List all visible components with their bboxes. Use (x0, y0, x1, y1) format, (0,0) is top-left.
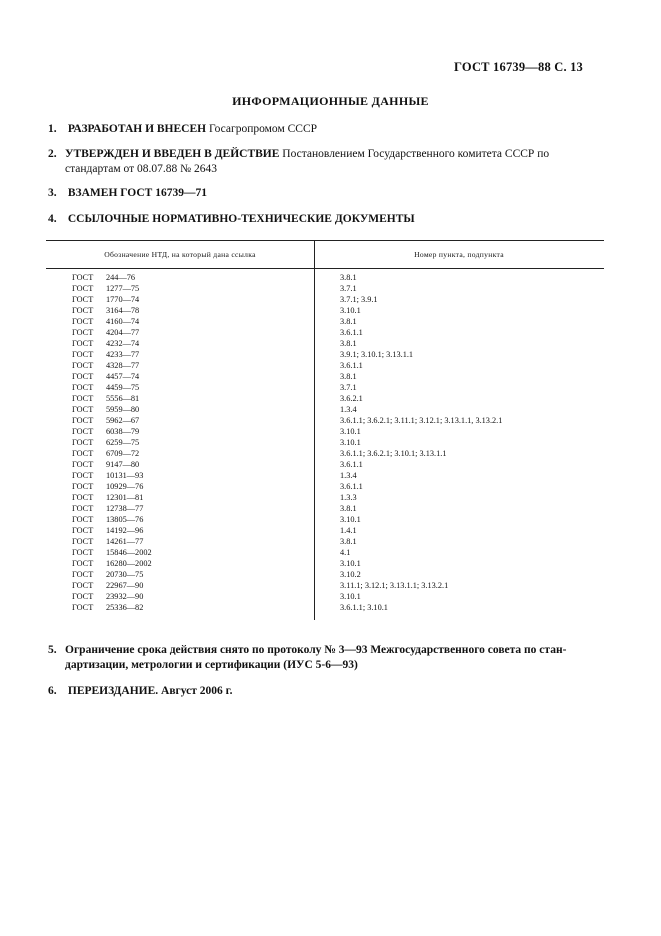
gost-number: 3164—78 (106, 306, 140, 315)
clause-references: 4.1 (340, 548, 351, 557)
gost-number: 15846—2002 (106, 548, 152, 557)
gost-number: 4204—77 (106, 328, 140, 337)
item-bold-text: ВЗАМЕН ГОСТ 16739—71 (67, 187, 207, 199)
gost-number: 4459—75 (106, 383, 140, 392)
info-item-3 (48, 186, 588, 201)
table-row (46, 437, 604, 448)
table-row (46, 470, 604, 481)
gost-prefix: ГОСТ (72, 427, 94, 436)
gost-number: 10131—93 (106, 471, 144, 480)
item-number: 4. (48, 213, 57, 225)
item-number: 6. (48, 685, 57, 697)
table-row (46, 393, 604, 404)
clause-references: 1.3.3 (340, 493, 357, 502)
gost-number: 5556—81 (106, 394, 140, 403)
info-item-4 (48, 212, 588, 227)
table-row (46, 602, 604, 613)
table-body (46, 272, 604, 613)
gost-number: 6709—72 (106, 449, 140, 458)
gost-prefix: ГОСТ (72, 306, 94, 315)
gost-prefix: ГОСТ (72, 548, 94, 557)
gost-prefix: ГОСТ (72, 361, 94, 370)
clause-references: 1.3.4 (340, 471, 357, 480)
table-row (46, 338, 604, 349)
item-bold-text: УТВЕРЖДЕН И ВВЕДЕН В ДЕЙСТВИЕ (65, 148, 280, 160)
gost-number: 4232—74 (106, 339, 140, 348)
gost-number: 25336—82 (106, 603, 144, 612)
gost-prefix: ГОСТ (72, 537, 94, 546)
gost-prefix: ГОСТ (72, 471, 94, 480)
table-row (46, 591, 604, 602)
table-row (46, 349, 604, 360)
clause-references: 3.9.1; 3.10.1; 3.13.1.1 (340, 350, 414, 359)
item-text: Госагропромом СССР (208, 123, 318, 135)
gost-prefix: ГОСТ (72, 273, 94, 282)
table-row (46, 371, 604, 382)
gost-number: 12301—81 (106, 493, 144, 502)
info-item-5 (48, 643, 588, 673)
gost-prefix: ГОСТ (72, 570, 94, 579)
clause-references: 3.6.1.1; 3.10.1 (340, 603, 388, 612)
gost-prefix: ГОСТ (72, 383, 94, 392)
gost-prefix: ГОСТ (72, 438, 94, 447)
table-row (46, 283, 604, 294)
gost-number: 10929—76 (106, 482, 144, 491)
table-top-rule (46, 240, 604, 241)
gost-number: 14192—96 (106, 526, 144, 535)
clause-references: 3.10.1 (340, 427, 361, 436)
table-row (46, 481, 604, 492)
clause-references: 3.8.1 (340, 273, 357, 282)
gost-number: 22967—90 (106, 581, 144, 590)
table-row (46, 580, 604, 591)
gost-number: 1277—75 (106, 284, 140, 293)
table-header-document: Обозначение НТД, на который дана ссылка (104, 250, 256, 259)
gost-prefix: ГОСТ (72, 504, 94, 513)
gost-number: 13805—76 (106, 515, 144, 524)
table-row (46, 305, 604, 316)
item-text: Ограничение срока действия снято по протоколу № 3—93 Межгосударственного совета по стан- (65, 644, 567, 656)
clause-references: 1.3.4 (340, 405, 357, 414)
item-bold-text: ССЫЛОЧНЫЕ НОРМАТИВНО-ТЕХНИЧЕСКИЕ ДОКУМЕНТЫ (67, 213, 415, 225)
item-number: 5. (48, 644, 57, 656)
gost-prefix: ГОСТ (72, 526, 94, 535)
table-header-clause: Номер пункта, подпункта (414, 250, 504, 259)
table-row (46, 536, 604, 547)
gost-prefix: ГОСТ (72, 295, 94, 304)
item-number: 2. (48, 148, 57, 160)
gost-number: 16280—2002 (106, 559, 152, 568)
item-bold-text: РАЗРАБОТАН И ВНЕСЕН (67, 123, 207, 135)
info-item-2 (48, 147, 588, 177)
table-row (46, 514, 604, 525)
table-row (46, 415, 604, 426)
table-row (46, 360, 604, 371)
gost-number: 20730—75 (106, 570, 144, 579)
page-title: ИНФОРМАЦИОННЫЕ ДАННЫЕ (232, 94, 429, 108)
gost-prefix: ГОСТ (72, 460, 94, 469)
table-row (46, 448, 604, 459)
clause-references: 3.6.1.1 (340, 328, 363, 337)
table-header-rule (46, 268, 604, 269)
table-row (46, 558, 604, 569)
gost-prefix: ГОСТ (72, 394, 94, 403)
gost-number: 12738—77 (106, 504, 144, 513)
gost-number: 1770—74 (106, 295, 140, 304)
table-row (46, 272, 604, 283)
gost-number: 6038—79 (106, 427, 140, 436)
clause-references: 3.6.1.1; 3.6.2.1; 3.10.1; 3.13.1.1 (340, 449, 447, 458)
gost-number: 4160—74 (106, 317, 140, 326)
table-row (46, 382, 604, 393)
gost-number: 4233—77 (106, 350, 140, 359)
gost-prefix: ГОСТ (72, 482, 94, 491)
clause-references: 3.6.1.1 (340, 482, 363, 491)
gost-prefix: ГОСТ (72, 350, 94, 359)
table-row (46, 525, 604, 536)
clause-references: 3.10.1 (340, 306, 361, 315)
gost-prefix: ГОСТ (72, 317, 94, 326)
clause-references: 3.7.1; 3.9.1 (340, 295, 378, 304)
item-text: Постановлением Государственного комитета СССР по (282, 148, 550, 160)
item-text: Август 2006 г. (161, 685, 233, 697)
gost-number: 4457—74 (106, 372, 140, 381)
clause-references: 3.8.1 (340, 339, 357, 348)
gost-prefix: ГОСТ (72, 493, 94, 502)
gost-prefix: ГОСТ (72, 372, 94, 381)
info-item-6 (48, 684, 588, 699)
clause-references: 3.6.1.1 (340, 460, 363, 469)
table-row (46, 459, 604, 470)
gost-number: 244—76 (106, 273, 136, 282)
clause-references: 3.8.1 (340, 317, 357, 326)
clause-references: 3.10.1 (340, 515, 361, 524)
clause-references: 3.6.1.1; 3.6.2.1; 3.11.1; 3.12.1; 3.13.1.1, 3.13.2.1 (340, 416, 503, 425)
gost-prefix: ГОСТ (72, 284, 94, 293)
gost-number: 5959—80 (106, 405, 140, 414)
gost-prefix: ГОСТ (72, 328, 94, 337)
clause-references: 3.11.1; 3.12.1; 3.13.1.1; 3.13.2.1 (340, 581, 449, 590)
clause-references: 3.10.1 (340, 438, 361, 447)
page-header: ГОСТ 16739—88 С. 13 (454, 60, 583, 74)
clause-references: 3.6.1.1 (340, 361, 363, 370)
clause-references: 3.10.1 (340, 559, 361, 568)
gost-prefix: ГОСТ (72, 581, 94, 590)
gost-prefix: ГОСТ (72, 416, 94, 425)
gost-prefix: ГОСТ (72, 559, 94, 568)
clause-references: 3.10.1 (340, 592, 361, 601)
clause-references: 1.4.1 (340, 526, 357, 535)
clause-references: 3.7.1 (340, 284, 357, 293)
gost-number: 9147—80 (106, 460, 140, 469)
clause-references: 3.10.2 (340, 570, 361, 579)
gost-number: 4328—77 (106, 361, 140, 370)
item-number: 1. (48, 123, 57, 135)
clause-references: 3.8.1 (340, 504, 357, 513)
clause-references: 3.6.2.1 (340, 394, 363, 403)
info-item-1 (48, 122, 588, 137)
gost-number: 14261—77 (106, 537, 144, 546)
item-text-continued: стандартам от 08.07.88 № 2643 (65, 163, 217, 175)
gost-prefix: ГОСТ (72, 405, 94, 414)
table-row (46, 503, 604, 514)
clause-references: 3.8.1 (340, 372, 357, 381)
gost-number: 6259—75 (106, 438, 140, 447)
table-row (46, 294, 604, 305)
item-bold-text: ПЕРЕИЗДАНИЕ. (67, 685, 159, 697)
gost-number: 5962—67 (106, 416, 140, 425)
table-row (46, 547, 604, 558)
item-text-continued: дартизации, метрологии и сертификации (ИУС 5-6—93) (65, 659, 358, 671)
table-row (46, 316, 604, 327)
table-row (46, 492, 604, 503)
gost-prefix: ГОСТ (72, 339, 94, 348)
item-number: 3. (48, 187, 57, 199)
table-row (46, 327, 604, 338)
table-row (46, 404, 604, 415)
table-row (46, 569, 604, 580)
gost-prefix: ГОСТ (72, 515, 94, 524)
gost-number: 23932—90 (106, 592, 144, 601)
gost-prefix: ГОСТ (72, 603, 94, 612)
clause-references: 3.8.1 (340, 537, 357, 546)
gost-prefix: ГОСТ (72, 449, 94, 458)
gost-prefix: ГОСТ (72, 592, 94, 601)
table-row (46, 426, 604, 437)
clause-references: 3.7.1 (340, 383, 357, 392)
